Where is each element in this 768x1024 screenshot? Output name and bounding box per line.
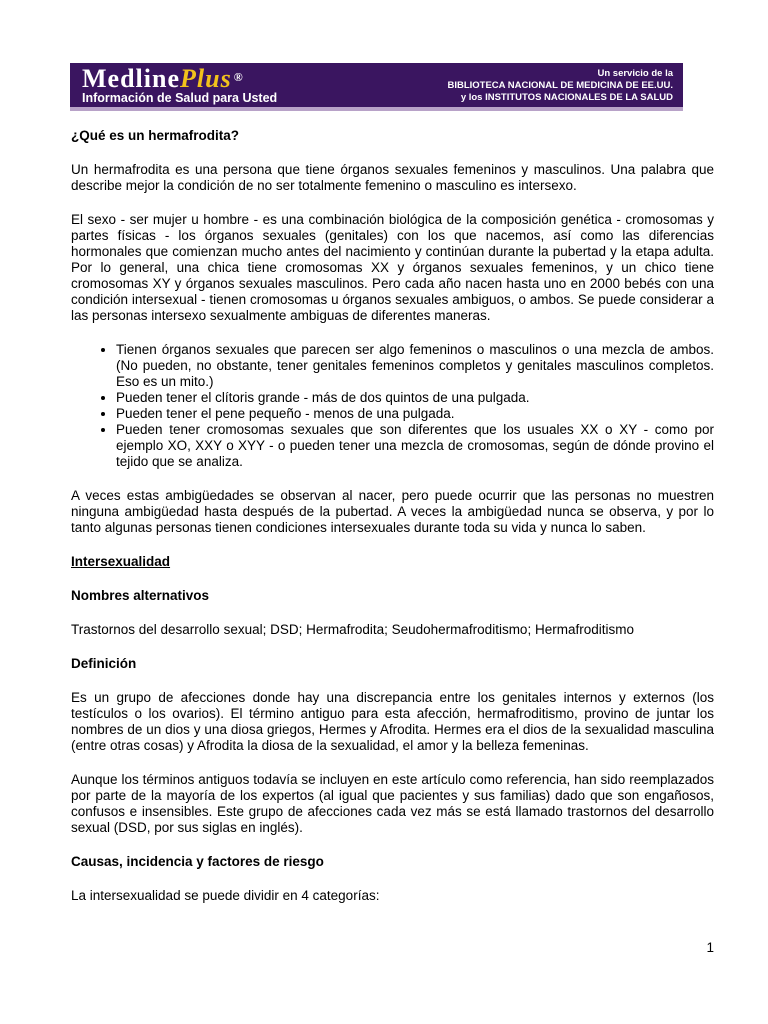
paragraph-sex-definition: El sexo - ser mujer u hombre - es una combinación biológica de la composición genética - cromosomas y partes físicas - los órganos sexuales (genitales) con los que nacemos, así como las diferencias hormonales que comienzan mucho antes del nacimiento y continúan durante la pubertad y la etapa adulta. Por lo general, una chica tiene cromosomas XX y órganos sexuales femeninos, y un chico tiene cromosomas XY y órganos sexuales masculinos. Pero cada año nacen hasta uno en 2000 bebés con una condición intersexual - tienen cromosomas u órganos sexuales ambiguos, o ambos. Se puede considerar a las personas intersexo sexualmente ambiguas de diferentes maneras. — [71, 212, 714, 323]
definition-paragraph-2: Aunque los términos antiguos todavía se incluyen en este artículo como referencia, han sido reemplazados por parte de la mayoría de los expertos (al igual que pacientes y sus familias) dado que son engañosos, confusos e insensibles. Este grupo de afecciones cada vez más se está llamado trastornos del desarrollo sexual (DSD, por sus siglas en inglés). — [71, 772, 714, 835]
list-item: • Tienen órganos sexuales que parecen ser algo femeninos o masculinos o una mezcla de ambos. (No pueden, no obstante, tener genitales femeninos completos y genitales masculinos completos. Eso es un mito.) — [116, 342, 714, 390]
definition-paragraph-1: Es un grupo de afecciones donde hay una discrepancia entre los genitales internos y externos (los testículos o los ovarios). El término antiguo para esta afección, hermafroditismo, provino de juntar los nombres de un dios y una diosa griegos, Hermes y Afrodita. Hermes era el dios de la sexualidad masculina (entre otras cosas) y Afrodita la diosa de la sexualidad, el amor y la belleza femeninas. — [71, 690, 714, 753]
causes-heading: Causas, incidencia y factores de riesgo — [71, 854, 324, 869]
alt-names-text: Trastornos del desarrollo sexual; DSD; Hermafrodita; Seudohermafroditismo; Hermafroditismo — [71, 622, 634, 637]
list-item: • Pueden tener el clítoris grande - más de dos quintos de una pulgada. — [116, 390, 714, 406]
service-line-1: Un servicio de la — [597, 68, 673, 79]
service-line-3: y los INSTITUTOS NACIONALES DE LA SALUD — [460, 92, 673, 103]
service-line-2: BIBLIOTECA NACIONAL DE MEDICINA DE EE.UU. — [447, 80, 673, 91]
alt-names-heading: Nombres alternativos — [71, 588, 210, 603]
logo-plus-text: Plus — [180, 64, 232, 93]
medlineplus-banner — [70, 63, 683, 111]
paragraph-observation: A veces estas ambigüedades se observan al nacer, pero puede ocurrir que las personas no muestren ninguna ambigüedad hasta después de la pubertad. A veces la ambigüedad nunca se observa, y por lo tanto algunas personas tienen condiciones intersexuales durante toda su vida y nunca lo saben. — [71, 488, 714, 535]
section-title: Intersexualidad — [71, 554, 171, 569]
ambiguity-list — [71, 342, 714, 470]
paragraph-intro: Un hermafrodita es una persona que tiene órganos sexuales femeninos y masculinos. Una palabra que describe mejor la condición de no ser totalmente femenino o masculino es intersexo. — [71, 162, 714, 193]
question-title: ¿Qué es un hermafrodita? — [71, 128, 240, 143]
list-item: • Pueden tener el pene pequeño - menos de una pulgada. — [116, 406, 714, 422]
registered-mark: ® — [233, 70, 244, 84]
document-body — [71, 128, 714, 922]
causes-paragraph-1: La intersexualidad se puede dividir en 4 categorías: — [71, 888, 380, 903]
list-item: • Pueden tener cromosomas sexuales que son diferentes que los usuales XX o XY - como por ejemplo XO, XXY o XYY - o pueden tener una mezcla de cromosomas, según de dónde provino el tejido que se analiza. — [116, 422, 714, 470]
logo-tagline: Información de Salud para Usted — [82, 91, 278, 105]
logo-medline-text: Medline — [82, 64, 180, 93]
service-note — [447, 68, 673, 104]
medlineplus-logo — [82, 66, 244, 92]
page-number: 1 — [706, 940, 714, 955]
definition-heading: Definición — [71, 656, 137, 671]
